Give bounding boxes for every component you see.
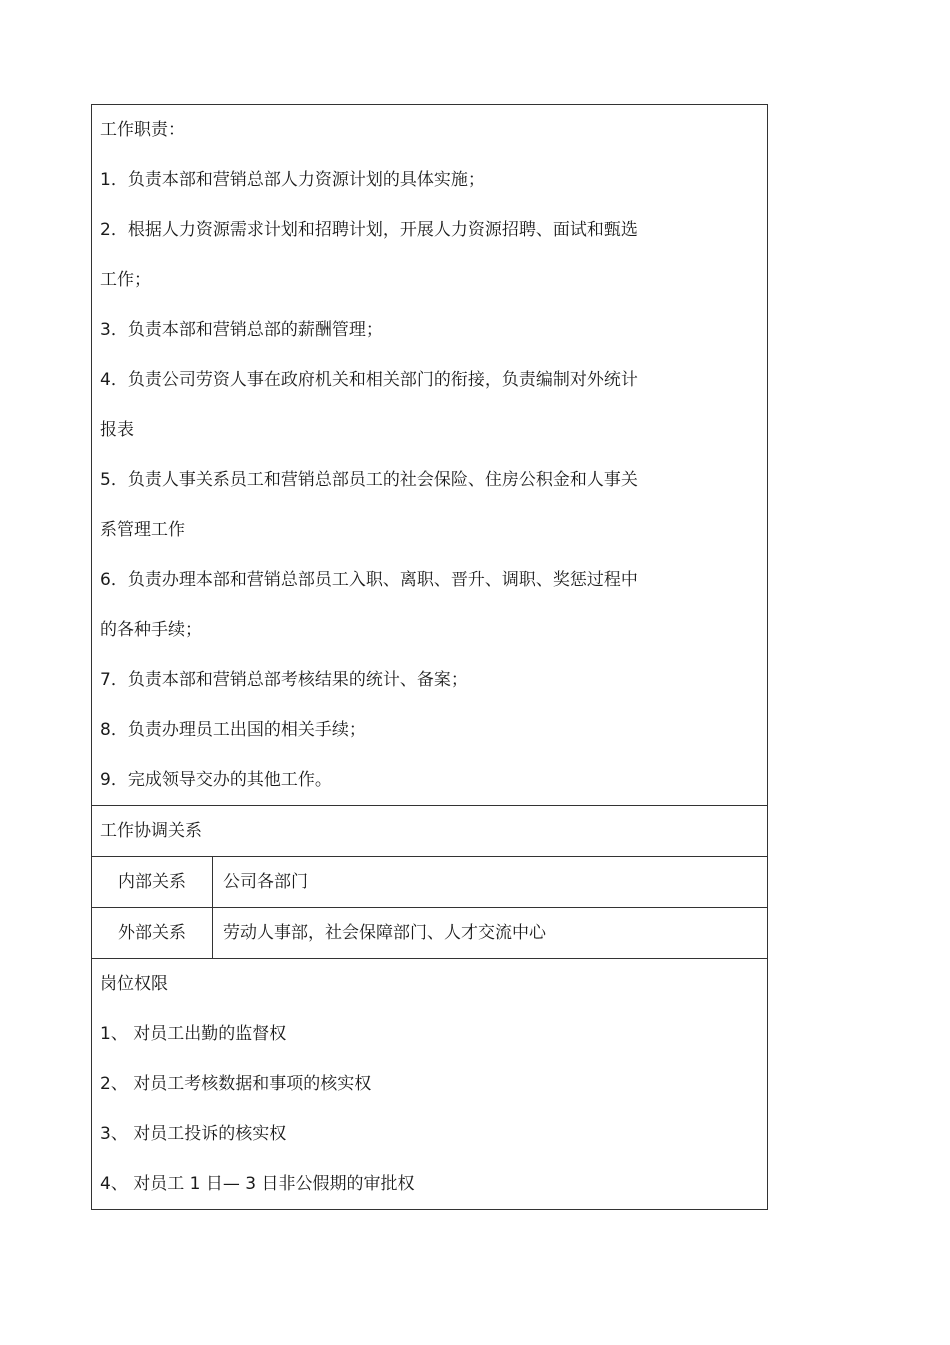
duty-line: 报表	[100, 420, 134, 440]
duty-line: 1．负责本部和营销总部人力资源计划的具体实施；	[100, 170, 485, 190]
internal-relation-row	[92, 857, 767, 908]
external-relation-row	[92, 908, 767, 959]
internal-relation-label: 内部关系	[92, 857, 213, 907]
duty-line: 系管理工作	[100, 520, 185, 540]
authority-item: 1、 对员工出勤的监督权	[100, 1024, 287, 1044]
authority-item: 4、 对员工 1 日— 3 日非公假期的审批权	[100, 1174, 415, 1194]
duty-line: 8．负责办理员工出国的相关手续；	[100, 720, 366, 740]
duty-line: 3．负责本部和营销总部的薪酬管理；	[100, 320, 383, 340]
duty-line: 7．负责本部和营销总部考核结果的统计、备案；	[100, 670, 468, 690]
duty-line: 工作；	[100, 270, 151, 290]
duty-line: 4．负责公司劳资人事在政府机关和相关部门的衔接，负责编制对外统计	[100, 370, 638, 390]
duty-line: 5．负责人事关系员工和营销总部员工的社会保险、住房公积金和人事关	[100, 470, 638, 490]
authority-section	[92, 959, 767, 1209]
authority-item: 3、 对员工投诉的核实权	[100, 1124, 287, 1144]
external-relation-value: 劳动人事部，社会保障部门、人才交流中心	[223, 923, 546, 943]
internal-relation-value: 公司各部门	[223, 872, 308, 892]
duty-line: 6．负责办理本部和营销总部员工入职、离职、晋升、调职、奖惩过程中	[100, 570, 638, 590]
external-relation-label: 外部关系	[92, 908, 213, 958]
coordination-heading-row	[92, 806, 767, 857]
authority-heading: 岗位权限	[100, 974, 168, 994]
job-description-table	[91, 104, 768, 1210]
duties-heading: 工作职责：	[100, 120, 185, 140]
duty-line: 9．完成领导交办的其他工作。	[100, 770, 332, 790]
coordination-heading: 工作协调关系	[100, 821, 202, 841]
authority-item: 2、 对员工考核数据和事项的核实权	[100, 1074, 372, 1094]
duty-line: 2．根据人力资源需求计划和招聘计划，开展人力资源招聘、面试和甄选	[100, 220, 638, 240]
duties-section	[92, 105, 767, 806]
duty-line: 的各种手续；	[100, 620, 202, 640]
